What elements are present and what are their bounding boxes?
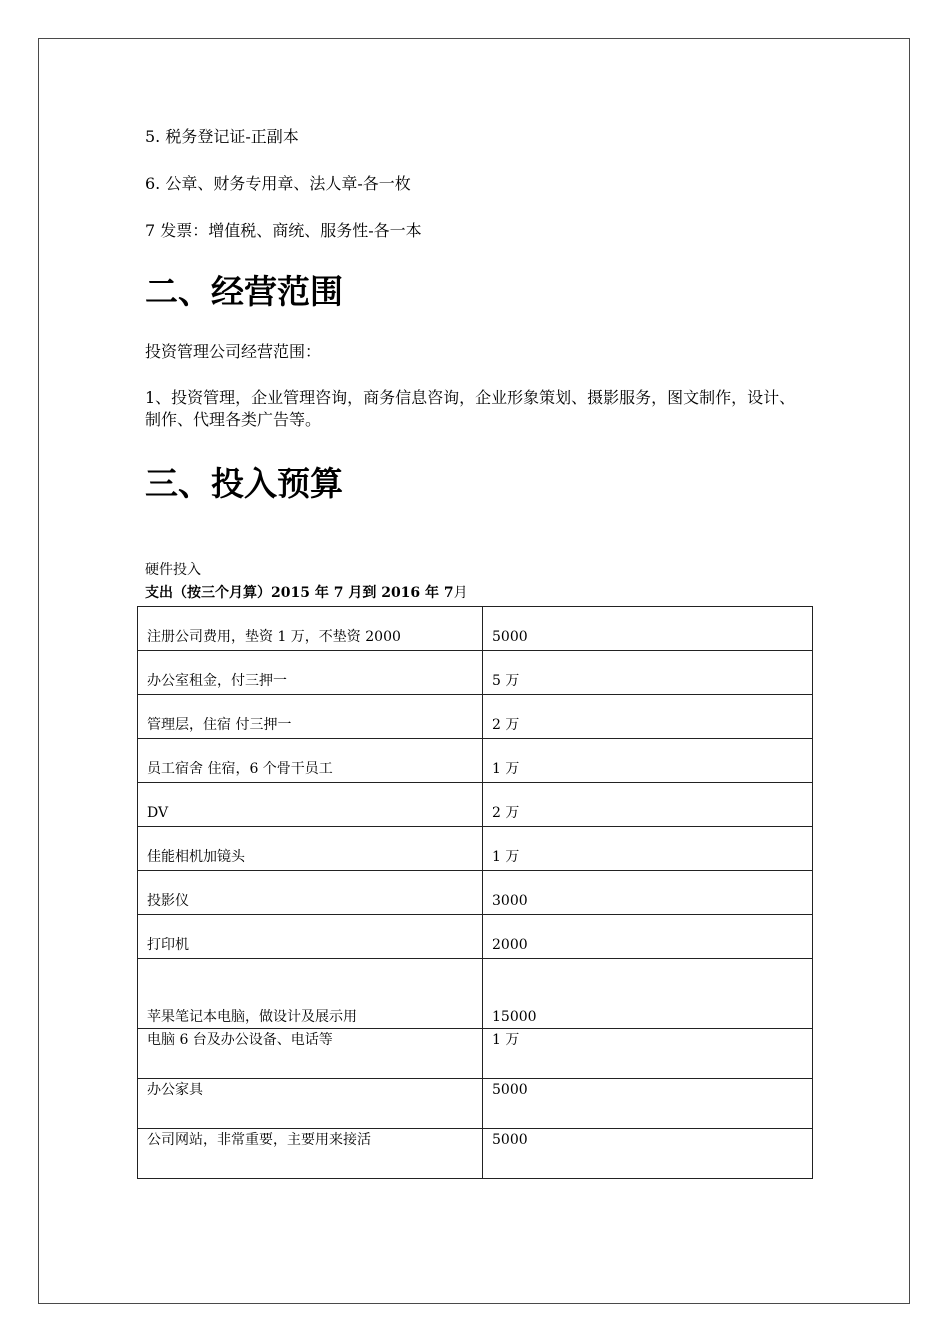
amount-cell: 3000 xyxy=(483,871,813,915)
item-cell: 苹果笔记本电脑，做设计及展示用 xyxy=(138,959,483,1029)
item-cell: 办公室租金，付三押一 xyxy=(138,651,483,695)
table-row xyxy=(138,651,813,695)
budget-table xyxy=(137,606,813,1179)
item-cell: 注册公司费用，垫资 1 万，不垫资 2000 xyxy=(138,607,483,651)
amount-cell: 1 万 xyxy=(483,739,813,783)
item-cell: 投影仪 xyxy=(138,871,483,915)
expense-title-suffix: 月 xyxy=(453,585,468,601)
item-cell: 电脑 6 台及办公设备、电话等 xyxy=(138,1029,483,1079)
business-scope-text: 1、投资管理，企业管理咨询，商务信息咨询，企业形象策划、摄影服务，图文制作，设计、制作、代理各类广告等。 xyxy=(145,388,796,429)
amount-cell: 5000 xyxy=(483,1079,813,1129)
item-cell: 办公家具 xyxy=(138,1079,483,1129)
item-cell: 员工宿舍 住宿，6 个骨干员工 xyxy=(138,739,483,783)
table-row xyxy=(138,1129,813,1179)
item-cell: 佳能相机加镜头 xyxy=(138,827,483,871)
item-cell: 打印机 xyxy=(138,915,483,959)
amount-cell: 2 万 xyxy=(483,695,813,739)
amount-cell: 1 万 xyxy=(483,1029,813,1079)
table-row xyxy=(138,695,813,739)
section-heading-budget: 三、投入预算 xyxy=(145,464,343,503)
item-cell: 管理层，住宿 付三押一 xyxy=(138,695,483,739)
item-cell: DV xyxy=(138,783,483,827)
hardware-label: 硬件投入 xyxy=(145,562,201,578)
table-row xyxy=(138,607,813,651)
amount-cell: 5 万 xyxy=(483,651,813,695)
business-scope-intro: 投资管理公司经营范围： xyxy=(145,342,322,361)
table-row xyxy=(138,871,813,915)
table-row xyxy=(138,1029,813,1079)
list-item-tax-certificate: 5. 税务登记证-正副本 xyxy=(145,127,299,146)
table-row xyxy=(138,739,813,783)
table-row xyxy=(138,1079,813,1129)
amount-cell: 2 万 xyxy=(483,783,813,827)
table-row xyxy=(138,915,813,959)
expense-title-main: 支出（按三个月算）2015 年 7 月到 2016 年 7 xyxy=(145,585,454,601)
list-item-seals: 6. 公章、财务专用章、法人章-各一枚 xyxy=(145,174,411,193)
amount-cell: 5000 xyxy=(483,607,813,651)
amount-cell: 1 万 xyxy=(483,827,813,871)
table-row xyxy=(138,783,813,827)
item-cell: 公司网站，非常重要，主要用来接活 xyxy=(138,1129,483,1179)
list-item-invoices: 7 发票：增值税、商统、服务性-各一本 xyxy=(145,221,422,240)
table-row xyxy=(138,959,813,1029)
amount-cell: 2000 xyxy=(483,915,813,959)
expense-title xyxy=(145,584,468,602)
amount-cell: 5000 xyxy=(483,1129,813,1179)
section-heading-business-scope: 二、经营范围 xyxy=(145,272,343,311)
table-row xyxy=(138,827,813,871)
amount-cell: 15000 xyxy=(483,959,813,1029)
